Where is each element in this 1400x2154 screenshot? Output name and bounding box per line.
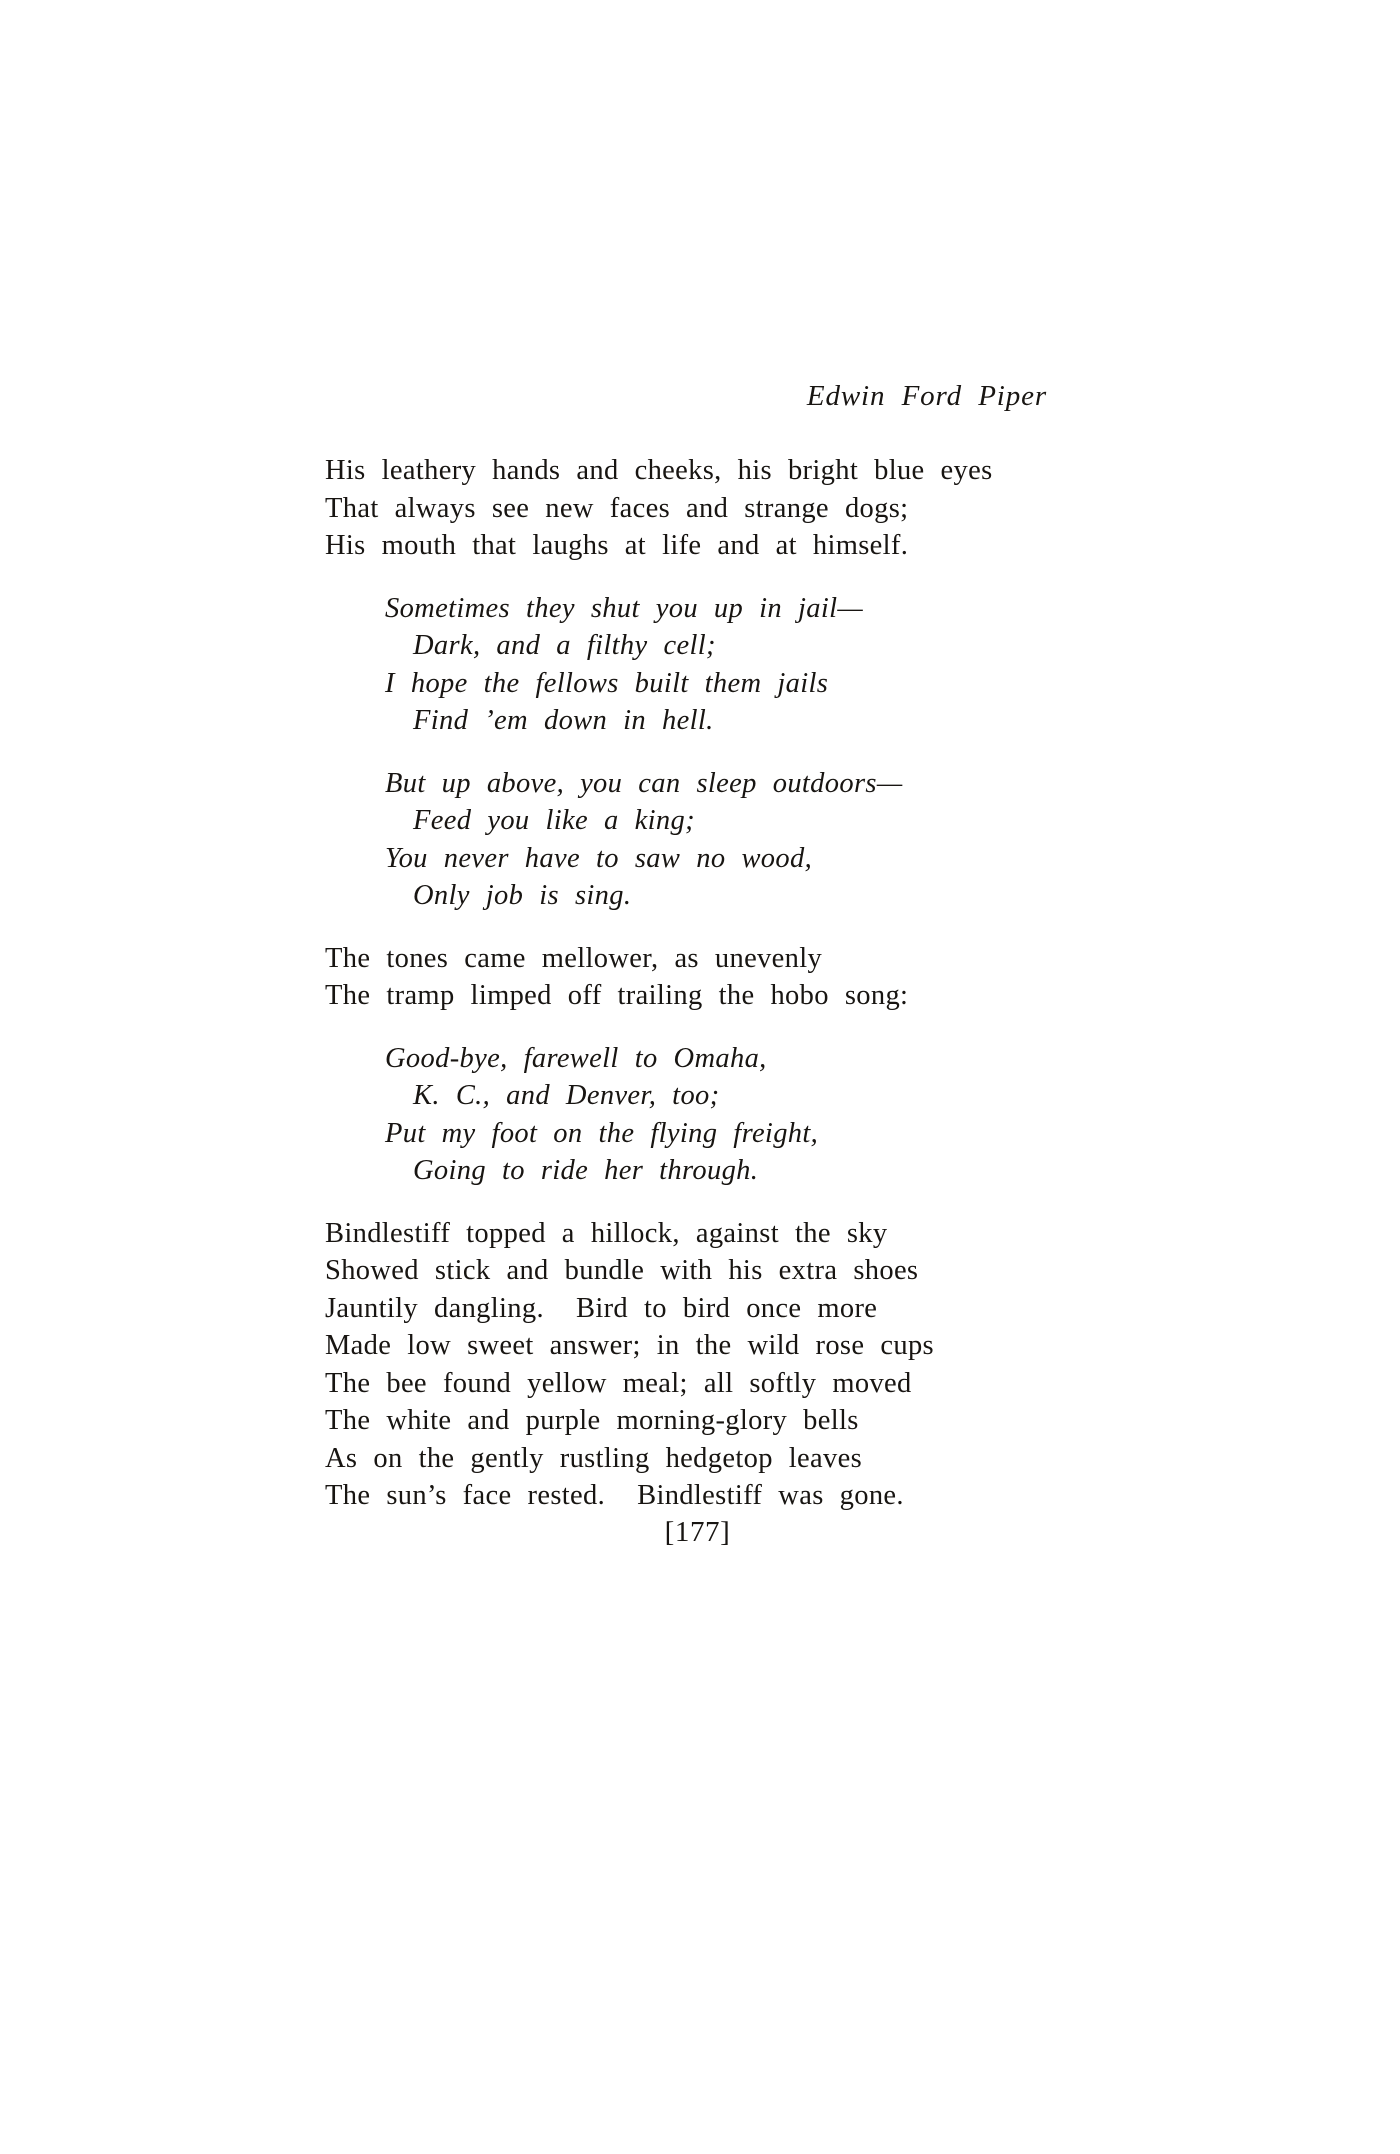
poem-line: I hope the fellows built them jails <box>385 667 829 699</box>
poem-line: That always see new faces and strange dogs; <box>325 492 909 524</box>
stanza <box>325 452 1030 565</box>
poem-line: Sometimes they shut you up in jail— <box>385 592 864 624</box>
poem-line: Dark, and a filthy cell; <box>413 630 716 661</box>
poem-line: Only job is sing. <box>413 880 632 911</box>
poem-line: His leathery hands and cheeks, his bright blue eyes <box>325 455 993 486</box>
poem-line: His mouth that laughs at life and at himself. <box>325 530 909 561</box>
poem-line: Made low sweet answer; in the wild rose cups <box>325 1330 934 1361</box>
poem-line: As on the gently rustling hedgetop leaves <box>325 1442 863 1474</box>
poem-line: The sun’s face rested. Bindlestiff was gone. <box>325 1480 904 1511</box>
poem <box>325 452 1030 1540</box>
poem-line: Feed you like a king; <box>413 805 695 836</box>
poem-line: Bindlestiff topped a hillock, against the sky <box>325 1217 888 1249</box>
poem-line: The tramp limped off trailing the hobo song: <box>325 980 909 1011</box>
poem-line: The white and purple morning-glory bells <box>325 1405 859 1436</box>
poem-line: K. C., and Denver, too; <box>413 1080 720 1111</box>
poem-line: Showed stick and bundle with his extra shoes <box>325 1255 919 1286</box>
poem-line: Jauntily dangling. Bird to bird once more <box>325 1292 878 1324</box>
stanza <box>325 940 1030 1015</box>
poem-line: You never have to saw no wood, <box>385 842 813 874</box>
page-number: [177] <box>664 1516 731 1548</box>
poem-line: Good-bye, farewell to Omaha, <box>385 1042 767 1074</box>
stanza <box>325 590 1030 740</box>
poem-line: The tones came mellower, as unevenly <box>325 942 823 974</box>
poem-line: Put my foot on the flying freight, <box>385 1117 819 1149</box>
poem-line: The bee found yellow meal; all softly moved <box>325 1367 912 1399</box>
stanza <box>325 765 1030 915</box>
poem-line: Find ’em down in hell. <box>413 705 714 736</box>
poem-line: Going to ride her through. <box>413 1155 759 1186</box>
poem-line: But up above, you can sleep outdoors— <box>385 767 903 799</box>
stanza <box>325 1040 1030 1190</box>
stanza <box>325 1215 1030 1515</box>
running-header-author: Edwin Ford Piper <box>806 380 1047 412</box>
